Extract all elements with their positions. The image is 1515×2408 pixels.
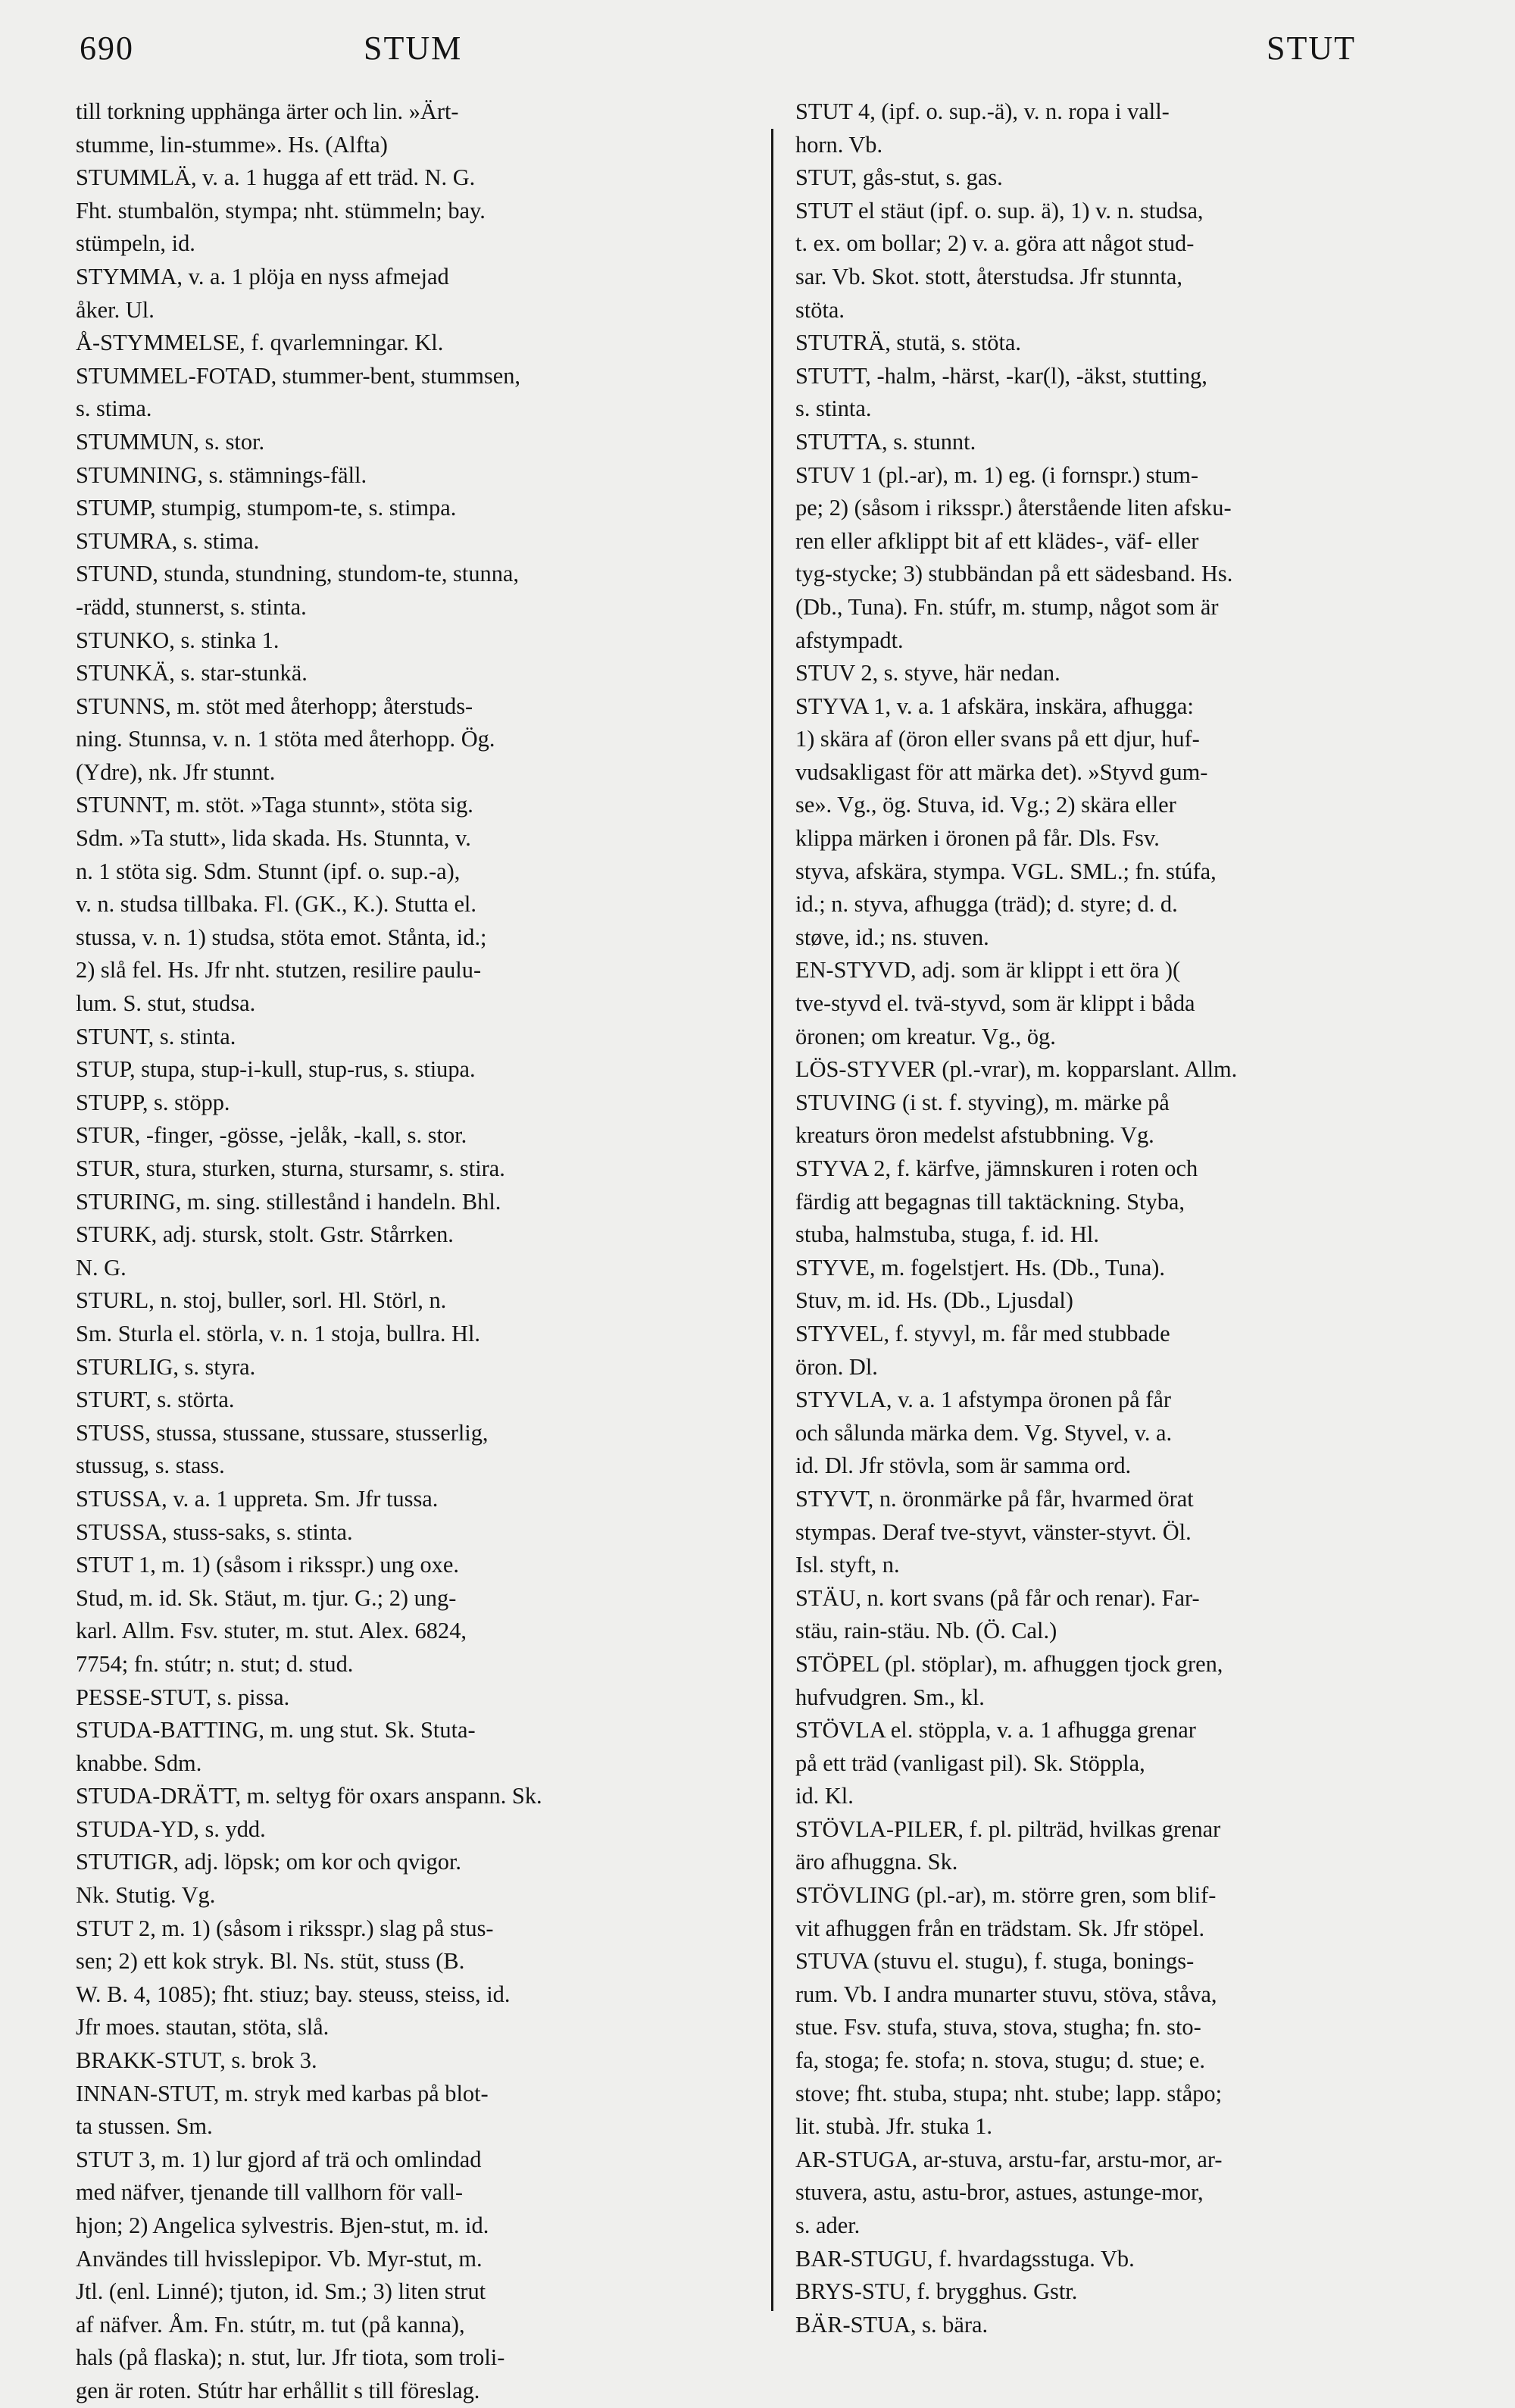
left-column — [76, 95, 735, 2408]
right-column-line: stuvera, astu, astu-bror, astues, astunge-mor, — [795, 2179, 1204, 2206]
right-column-line: äro afhuggna. Sk. — [795, 1849, 958, 1875]
right-column-line: t. ex. om bollar; 2) v. a. göra att något stud- — [795, 230, 1195, 257]
left-column-line: sen; 2) ett kok stryk. Bl. Ns. stüt, stuss (B. — [76, 1948, 465, 1975]
right-column-line: LÖS-STYVER (pl.-vrar), m. kopparslant. Allm. — [795, 1056, 1238, 1083]
left-column-line: Nk. Stutig. Vg. — [76, 1882, 216, 1909]
right-column-line: STYVA 2, f. kärfve, jämnskuren i roten och — [795, 1156, 1198, 1181]
right-column-line: STÖVLA-PILER, f. pl. pilträd, hvilkas grenar — [795, 1815, 1221, 1842]
left-column-line: lum. S. stut, studsa. — [76, 990, 256, 1017]
left-column-line: STUMMLÄ, v. a. 1 hugga af ett träd. N. G. — [76, 164, 476, 191]
right-column-line: pe; 2) (såsom i riksspr.) återstående liten afsku- — [795, 495, 1232, 521]
left-column-line: stumme, lin-stumme». Hs. (Alfta) — [76, 131, 388, 158]
right-column-line: stäu, rain-stäu. Nb. (Ö. Cal.) — [795, 1618, 1057, 1644]
right-column-line: BAR-STUGU, f. hvardagsstuga. Vb. — [795, 2245, 1135, 2272]
right-column-line: stöta. — [795, 296, 845, 323]
right-column-line: färdig att begagnas till taktäckning. Styba, — [795, 1188, 1185, 1215]
page-number: 690 — [80, 30, 134, 67]
left-column-line: karl. Allm. Fsv. stuter, m. stut. Alex. 6824, — [76, 1618, 467, 1644]
right-column-line: STUTT, -halm, -härst, -kar(l), -äkst, stutting, — [795, 362, 1207, 389]
left-column-line: Jfr moes. stautan, stöta, slå. — [76, 2014, 330, 2041]
left-column-line: STURT, s. störta. — [76, 1387, 235, 1413]
left-column-line: STUMMEL-FOTAD, stummer-bent, stummsen, — [76, 362, 521, 389]
left-column-line: STUSSA, stuss-saks, s. stinta. — [76, 1518, 353, 1545]
left-column-line: ning. Stunnsa, v. n. 1 stöta med återhopp. Ög. — [76, 726, 495, 752]
right-column-line: BÄR-STUA, s. bära. — [795, 2311, 989, 2338]
left-column-line: N. G. — [76, 1254, 127, 1281]
left-column-line: STUMNING, s. stämnings-fäll. — [76, 461, 367, 488]
left-column-line: STUT 1, m. 1) (såsom i riksspr.) ung oxe. — [76, 1552, 459, 1578]
left-column-line: Jtl. (enl. Linné); tjuton, id. Sm.; 3) liten strut — [76, 2278, 486, 2305]
left-guide-word: STUM — [364, 30, 463, 67]
right-column-line: öronen; om kreatur. Vg., ög. — [795, 1023, 1056, 1049]
left-column-line: STUNNT, m. stöt. »Taga stunnt», stöta sig. — [76, 792, 473, 818]
left-column-line: till torkning upphänga ärter och lin. »Ärt- — [76, 99, 459, 124]
right-column-line: STUVING (i st. f. styving), m. märke på — [795, 1089, 1170, 1115]
right-column-line: STUT el stäut (ipf. o. sup. ä), 1) v. n. studsa, — [795, 197, 1204, 224]
right-column-line: stuba, halmstuba, stuga, f. id. Hl. — [795, 1221, 1099, 1248]
right-column-line: på ett träd (vanligast pil). Sk. Stöppla, — [795, 1750, 1145, 1776]
left-column-line: n. 1 stöta sig. Sdm. Stunnt (ipf. o. sup.-a), — [76, 858, 461, 884]
left-column-line: Fht. stumbalön, stympa; nht. stümmeln; bay. — [76, 197, 486, 224]
right-column-line: STUT, gås-stut, s. gas. — [795, 164, 1003, 191]
left-column-line: gen är roten. Stútr har erhållit s till föreslag. — [76, 2377, 480, 2403]
right-column-line: STÖVLA el. stöppla, v. a. 1 afhugga grenar — [795, 1717, 1196, 1743]
right-column-line: afstympadt. — [795, 627, 904, 653]
left-column-line: med näfver, tjenande till vallhorn för vall- — [76, 2179, 464, 2206]
right-column-line: støve, id.; ns. stuven. — [795, 924, 989, 950]
left-column-line: Stud, m. id. Sk. Stäut, m. tjur. G.; 2) ung- — [76, 1584, 457, 1611]
right-column-line: STUVA (stuvu el. stugu), f. stuga, bonings- — [795, 1948, 1195, 1975]
right-column-line: STUV 2, s. styve, här nedan. — [795, 660, 1060, 686]
right-column-line: STÄU, n. kort svans (på får och renar). Far- — [795, 1584, 1200, 1611]
left-column-line: knabbe. Sdm. — [76, 1750, 202, 1776]
left-column-line: STUSSA, v. a. 1 uppreta. Sm. Jfr tussa. — [76, 1485, 439, 1512]
left-column-line: STUR, stura, sturken, sturna, stursamr, s. stira. — [76, 1156, 505, 1181]
right-column-line: tyg-stycke; 3) stubbändan på ett sädesband. Hs. — [795, 561, 1233, 587]
right-column-line: BRYS-STU, f. brygghus. Gstr. — [795, 2278, 1078, 2305]
left-column-line: hjon; 2) Angelica sylvestris. Bjen-stut, m. id. — [76, 2213, 489, 2238]
left-column-line: STUT 3, m. 1) lur gjord af trä och omlindad — [76, 2146, 482, 2172]
right-column-line: öron. Dl. — [795, 1353, 878, 1380]
right-column-line: id.; n. styva, afhugga (träd); d. styre; d. d. — [795, 891, 1178, 918]
left-column-line: STUDA-BATTING, m. ung stut. Sk. Stuta- — [76, 1717, 476, 1743]
right-column-line: styva, afskära, stympa. VGL. SML.; fn. stúfa, — [795, 858, 1217, 884]
right-column-line: STYVA 1, v. a. 1 afskära, inskära, afhugga: — [795, 693, 1194, 719]
right-column-line: id. Kl. — [795, 1783, 854, 1809]
left-column-line: BRAKK-STUT, s. brok 3. — [76, 2047, 317, 2074]
left-column-line: STUMRA, s. stima. — [76, 527, 260, 554]
right-column-line: stue. Fsv. stufa, stuva, stova, stugha; fn. sto- — [795, 2014, 1201, 2041]
left-column-line: STUDA-DRÄTT, m. seltyg för oxars anspann. Sk. — [76, 1783, 542, 1809]
left-column-line: STUP, stupa, stup-i-kull, stup-rus, s. stiupa. — [76, 1056, 476, 1083]
left-column-line: W. B. 4, 1085); fht. stiuz; bay. steuss, steiss, id. — [76, 1981, 511, 2007]
right-column-line: hufvudgren. Sm., kl. — [795, 1684, 985, 1710]
left-column-line: STUNNS, m. stöt med återhopp; återstuds- — [76, 693, 473, 719]
left-column-line: v. n. studsa tillbaka. Fl. (GK., K.). Stutta el. — [76, 891, 476, 918]
right-column-line: id. Dl. Jfr stövla, som är samma ord. — [795, 1453, 1132, 1479]
left-column-line: STYMMA, v. a. 1 plöja en nyss afmejad — [76, 263, 449, 289]
right-column-line: EN-STYVD, adj. som är klippt i ett öra )( — [795, 957, 1181, 984]
left-column-line: af näfver. Åm. Fn. stútr, m. tut (på kanna), — [76, 2311, 465, 2338]
left-column-line: PESSE-STUT, s. pissa. — [76, 1684, 290, 1710]
right-column-line: STYVEL, f. styvyl, m. får med stubbade — [795, 1320, 1170, 1346]
right-column-line: ren eller afklippt bit af ett klädes-, väf- eller — [795, 527, 1199, 554]
right-column-line: kreaturs öron medelst afstubbning. Vg. — [795, 1122, 1154, 1149]
right-column-line: och sålunda märka dem. Vg. Styvel, v. a. — [795, 1419, 1173, 1446]
right-column-line: STUV 1 (pl.-ar), m. 1) eg. (i fornspr.) stum- — [795, 461, 1199, 488]
left-column-line: 2) slå fel. Hs. Jfr nht. stutzen, resilire paulu- — [76, 957, 482, 984]
left-column-line: hals (på flaska); n. stut, lur. Jfr tiota, som troli- — [76, 2344, 505, 2371]
left-column-line: INNAN-STUT, m. stryk med karbas på blot- — [76, 2080, 489, 2106]
right-column-line: fa, stoga; fe. stofa; n. stova, stugu; d. stue; e. — [795, 2047, 1206, 2074]
page-header — [80, 29, 1447, 82]
right-column-line: Isl. styft, n. — [795, 1552, 900, 1578]
left-column-line: Sdm. »Ta stutt», lida skada. Hs. Stunnta, v. — [76, 825, 471, 852]
right-column-line: vudsakligast för att märka det). »Styvd gum- — [795, 758, 1208, 785]
right-column-line: STUT 4, (ipf. o. sup.-ä), v. n. ropa i vall- — [795, 99, 1170, 124]
right-column-line: vit afhuggen från en trädstam. Sk. Jfr stöpel. — [795, 1915, 1205, 1941]
right-column-line: Stuv, m. id. Hs. (Db., Ljusdal) — [795, 1287, 1073, 1314]
right-column-line: STÖVLING (pl.-ar), m. större gren, som blif- — [795, 1882, 1217, 1909]
right-column-line: STUTRÄ, stutä, s. stöta. — [795, 330, 1022, 356]
right-column-line: (Db., Tuna). Fn. stúfr, m. stump, något som är — [795, 593, 1219, 620]
left-column-line: STUSS, stussa, stussane, stussare, stusserlig, — [76, 1419, 489, 1446]
left-column-line: STUMMUN, s. stor. — [76, 428, 265, 455]
left-column-line: STUMP, stumpig, stumpom-te, s. stimpa. — [76, 495, 457, 521]
left-column-line: STUPP, s. stöpp. — [76, 1089, 230, 1115]
left-column-line: ta stussen. Sm. — [76, 2113, 213, 2140]
right-column-line: STUTTA, s. stunnt. — [795, 428, 976, 455]
column-divider — [771, 129, 773, 2311]
right-column-line: lit. stubà. Jfr. stuka 1. — [795, 2113, 992, 2140]
right-guide-word: STUT — [1267, 30, 1356, 67]
left-column-line: STUTIGR, adj. löpsk; om kor och qvigor. — [76, 1849, 462, 1875]
right-column-line: AR-STUGA, ar-stuva, arstu-far, arstu-mor, ar- — [795, 2146, 1223, 2172]
left-column-line: STURLIG, s. styra. — [76, 1353, 256, 1380]
left-column-line: STUR, -finger, -gösse, -jelåk, -kall, s. stor. — [76, 1122, 467, 1149]
right-column-line: STYVE, m. fogelstjert. Hs. (Db., Tuna). — [795, 1254, 1165, 1281]
left-column-line: Å-STYMMELSE, f. qvarlemningar. Kl. — [76, 330, 444, 356]
left-column-line: stussug, s. stass. — [76, 1453, 225, 1479]
left-column-line: -rädd, stunnerst, s. stinta. — [76, 593, 307, 620]
left-column-line: STURING, m. sing. stillestånd i handeln. Bhl. — [76, 1188, 501, 1215]
left-column-line: åker. Ul. — [76, 296, 155, 323]
right-column-line: s. stinta. — [795, 396, 872, 422]
left-column-line: STUNKO, s. stinka 1. — [76, 627, 280, 653]
left-column-line: STUND, stunda, stundning, stundom-te, stunna, — [76, 561, 520, 587]
right-column — [795, 95, 1447, 2341]
right-column-line: STYVLA, v. a. 1 afstympa öronen på får — [795, 1387, 1171, 1413]
left-column-line: STUNKÄ, s. star-stunkä. — [76, 660, 308, 686]
right-column-line: se». Vg., ög. Stuva, id. Vg.; 2) skära eller — [795, 792, 1176, 818]
left-column-line: STURK, adj. stursk, stolt. Gstr. Stårrken. — [76, 1221, 454, 1248]
left-column-line: STUNT, s. stinta. — [76, 1023, 236, 1049]
right-column-line: horn. Vb. — [795, 131, 883, 158]
right-column-line: 1) skära af (öron eller svans på ett djur, huf- — [795, 726, 1200, 752]
right-column-line: STÖPEL (pl. stöplar), m. afhuggen tjock gren, — [795, 1650, 1223, 1677]
right-column-line: sar. Vb. Skot. stott, återstudsa. Jfr stunnta, — [795, 263, 1182, 289]
right-column-line: rum. Vb. I andra munarter stuvu, stöva, ståva, — [795, 1981, 1217, 2007]
left-column-line: STUDA-YD, s. ydd. — [76, 1815, 266, 1842]
left-column-line: (Ydre), nk. Jfr stunnt. — [76, 758, 276, 785]
left-column-line: stümpeln, id. — [76, 230, 195, 257]
left-column-line: Sm. Sturla el. störla, v. n. 1 stoja, bullra. Hl. — [76, 1320, 481, 1346]
right-column-line: s. ader. — [795, 2213, 861, 2238]
left-column-line: 7754; fn. stútr; n. stut; d. stud. — [76, 1650, 354, 1677]
right-column-line: stove; fht. stuba, stupa; nht. stube; lapp. ståpo; — [795, 2080, 1223, 2106]
right-column-line: stympas. Deraf tve-styvt, vänster-styvt. Öl. — [795, 1518, 1192, 1545]
left-column-line: STURL, n. stoj, buller, sorl. Hl. Störl, n. — [76, 1287, 447, 1314]
left-column-line: STUT 2, m. 1) (såsom i riksspr.) slag på stus- — [76, 1915, 494, 1941]
right-column-line: klippa märken i öronen på får. Dls. Fsv. — [795, 825, 1160, 852]
left-column-line: Användes till hvisslepipor. Vb. Myr-stut, m. — [76, 2245, 483, 2272]
left-column-line: s. stima. — [76, 396, 152, 422]
left-column-line: stussa, v. n. 1) studsa, stöta emot. Stånta, id.; — [76, 924, 487, 950]
right-column-line: tve-styvd el. tvä-styvd, som är klippt i båda — [795, 990, 1195, 1017]
right-column-line: STYVT, n. öronmärke på får, hvarmed örat — [795, 1485, 1194, 1512]
